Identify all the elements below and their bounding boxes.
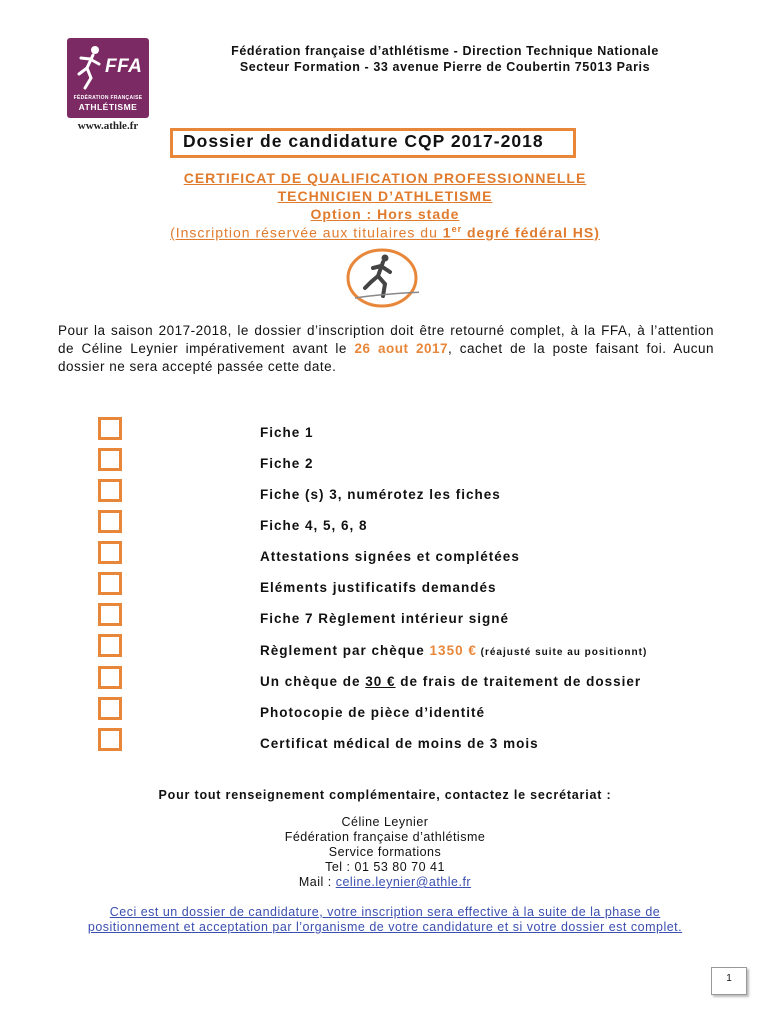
document-title: Dossier de candidature CQP 2017-2018: [183, 131, 544, 151]
checklist-item-frais-dossier: [260, 674, 641, 689]
runner-illustration-icon: [345, 248, 419, 308]
checklist-item-fiche-1: Fiche 1: [260, 425, 314, 440]
subtitle-line-4: [0, 224, 770, 241]
contact-service: Service formations: [328, 845, 442, 859]
subtitle-line-4-pre: (Inscription réservée aux titulaires du: [170, 224, 443, 241]
footer-note-line-1[interactable]: Ceci est un dossier de candidature, votre inscription sera effective à la suite de la phase de: [109, 905, 661, 919]
checkbox-fiche-3[interactable]: [98, 479, 122, 502]
subtitle-line-4-sup: er: [451, 224, 463, 234]
intro-text-2: , cachet de la poste faisant foi. Aucun dossier ne sera accepté passée cette date.: [58, 341, 715, 374]
checkbox-fiche-2[interactable]: [98, 448, 122, 471]
checkbox-fiche-4[interactable]: [98, 510, 122, 533]
checkbox-piece-identite[interactable]: [98, 697, 122, 720]
checklist-item-reglement-interieur: Fiche 7 Règlement intérieur signé: [260, 611, 510, 626]
header-line-2: Secteur Formation - 33 avenue Pierre de Coubertin 75013 Paris: [239, 60, 651, 74]
checklist-item-fiche-3: Fiche (s) 3, numérotez les fiches: [260, 487, 501, 502]
logo-subtitle-small: FÉDÉRATION FRANÇAISE: [73, 95, 143, 101]
checkbox-fiche-1[interactable]: [98, 417, 122, 440]
mail-label: Mail :: [298, 875, 336, 889]
checklist-item-fiche-4: Fiche 4, 5, 6, 8: [260, 518, 368, 533]
intro-text-1: Pour la saison 2017-2018, le dossier d’inscription doit être retourné complet, à la FFA, à l’attention de Céline Leynier impérativement avant le: [58, 323, 714, 356]
logo-url: www.athle.fr: [77, 120, 139, 132]
logo-brand: FFA: [105, 56, 143, 77]
frais-label: Un chèque de: [260, 674, 366, 689]
subtitle-line-2: TECHNICIEN D’ATHLETISME: [277, 188, 493, 204]
intro-paragraph: [58, 322, 714, 376]
frais-label-end: de frais de traitement de dossier: [395, 674, 642, 689]
contact-phone: Tel : 01 53 80 70 41: [325, 860, 445, 874]
footer-note-line-2[interactable]: positionnement et acceptation par l’organisme de votre candidature et si votre dossier est complet.: [87, 920, 683, 934]
contact-heading: Pour tout renseignement complémentaire, contactez le secrétariat :: [158, 788, 612, 802]
checklist-item-attestations: Attestations signées et complétées: [260, 549, 520, 564]
checkbox-certificat-medical[interactable]: [98, 728, 122, 751]
checkbox-reglement-cheque[interactable]: [98, 634, 122, 657]
mail-link[interactable]: celine.leynier@athle.fr: [335, 875, 472, 889]
subtitle-line-3: Option : Hors stade: [310, 206, 460, 222]
checklist-item-certificat-medical: Certificat médical de moins de 3 mois: [260, 736, 539, 751]
logo-subtitle: ATHLÉTISME: [78, 102, 138, 112]
runner-logo-icon: [75, 44, 105, 90]
contact-organisation: Fédération française d’athlétisme: [284, 830, 486, 844]
checklist-item-reglement-cheque: [260, 643, 647, 658]
page-number: 1: [711, 967, 747, 995]
deadline-date: 26 aout 2017: [354, 341, 449, 356]
frais-amount: 30 €: [365, 674, 396, 689]
cheque-label: Règlement par chèque: [260, 643, 430, 658]
contact-mail-line: [0, 875, 770, 889]
cheque-amount: 1350 €: [429, 643, 477, 658]
checklist-item-fiche-2: Fiche 2: [260, 456, 314, 471]
subtitle-line-4-post: degré fédéral HS): [462, 224, 600, 241]
subtitle-line-4-num: 1: [442, 224, 452, 241]
checkbox-justificatifs[interactable]: [98, 572, 122, 595]
cheque-note: (réajusté suite au positionnt): [476, 647, 648, 658]
checkbox-reglement-interieur[interactable]: [98, 603, 122, 626]
subtitle-line-1: CERTIFICAT DE QUALIFICATION PROFESSIONNELLE: [183, 170, 587, 186]
checklist-item-piece-identite: Photocopie de pièce d’identité: [260, 705, 486, 720]
contact-name: Céline Leynier: [341, 815, 429, 829]
checklist-item-justificatifs: Eléments justificatifs demandés: [260, 580, 497, 595]
ffa-logo: [67, 38, 149, 118]
header-line-1: Fédération française d’athlétisme - Direction Technique Nationale: [231, 44, 659, 58]
checkbox-frais-dossier[interactable]: [98, 666, 122, 689]
checkbox-attestations[interactable]: [98, 541, 122, 564]
